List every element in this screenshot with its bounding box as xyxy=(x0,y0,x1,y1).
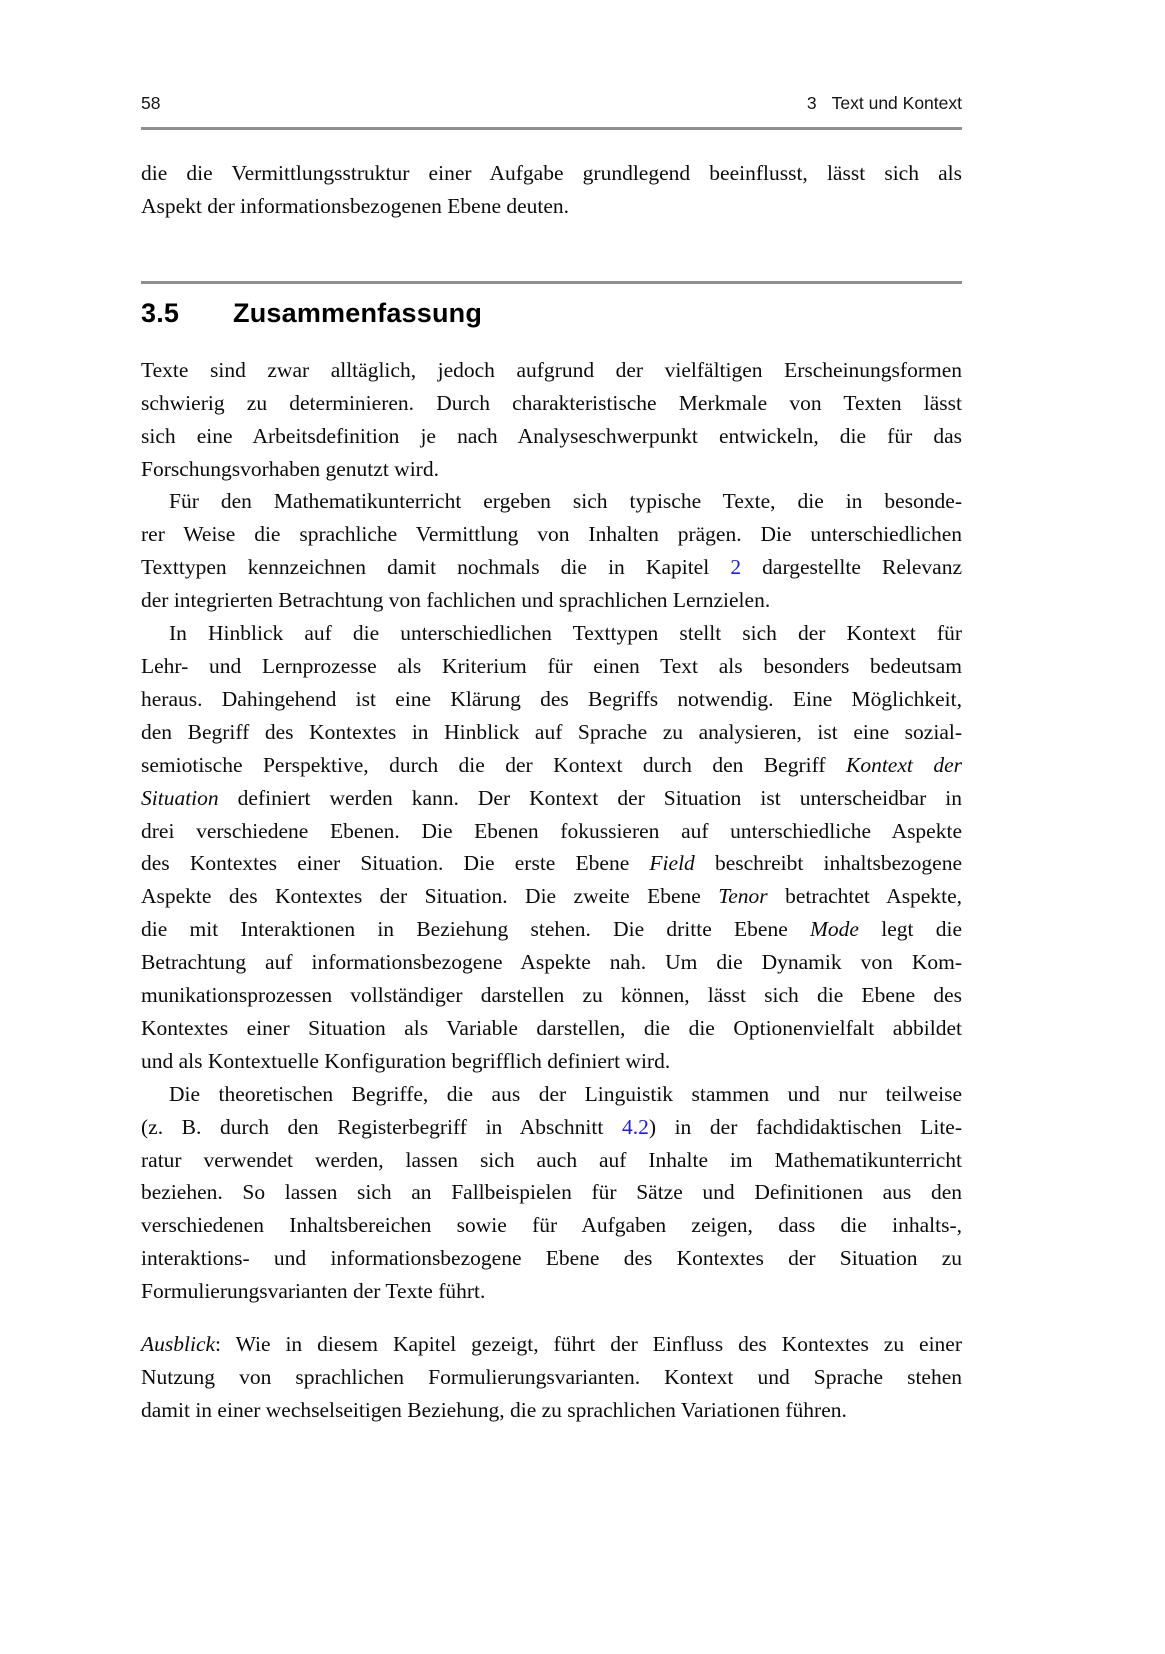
text-segment: den Begriff des Kontextes in Hinblick auf Sprache zu analysieren, ist eine sozial- xyxy=(141,719,962,744)
text-line xyxy=(141,453,962,486)
page-number: 58 xyxy=(141,93,161,113)
text-segment: sich eine Arbeitsdefinition je nach Analyseschwerpunkt entwickeln, die für das xyxy=(141,423,962,448)
paragraph xyxy=(141,1078,962,1308)
intro-text xyxy=(141,157,962,223)
text-line xyxy=(141,1275,962,1308)
text-line xyxy=(141,1394,962,1427)
text-segment: Aspekt der informationsbezogenen Ebene deuten. xyxy=(141,193,570,218)
text-segment: ) in der fachdidaktischen Lite- xyxy=(648,1114,963,1139)
text-line xyxy=(141,650,962,683)
text-segment: ratur verwendet werden, lassen sich auch auf Inhalte im Mathematikunterricht xyxy=(141,1147,962,1172)
header-rule xyxy=(141,127,962,130)
text-line xyxy=(141,617,962,650)
text-line xyxy=(141,716,962,749)
text-line xyxy=(141,782,962,815)
text-line xyxy=(141,1078,962,1111)
text-line xyxy=(141,1144,962,1177)
text-segment: semiotische Perspektive, durch die der Kontext durch den Begriff xyxy=(141,752,846,777)
text-line xyxy=(141,979,962,1012)
text-line xyxy=(141,1012,962,1045)
text-segment: Kontextes einer Situation als Variable darstellen, die die Optionenvielfalt abbildet xyxy=(141,1015,962,1040)
text-segment: dargestellte Relevanz xyxy=(741,555,962,580)
text-line xyxy=(141,387,962,420)
text-line xyxy=(141,946,962,979)
text-segment: die die Vermittlungsstruktur einer Aufgabe grundlegend beeinflusst, lässt sich als xyxy=(141,161,962,185)
text-segment: legt die xyxy=(858,917,962,942)
text-segment: Forschungsvorhaben genutzt wird. xyxy=(141,456,439,481)
paragraph xyxy=(141,485,962,617)
text-segment: munikationsprozessen vollständiger darstellen zu können, lässt sich die Ebene des xyxy=(141,983,962,1008)
text-segment: (z. B. durch den Registerbegriff in Abschnitt xyxy=(141,1114,622,1139)
text-segment: Aspekte des Kontextes der Situation. Die zweite Ebene xyxy=(141,884,719,909)
text-line xyxy=(141,847,962,880)
chapter-number: 3 xyxy=(806,93,817,113)
text-segment: und als Kontextuelle Konfiguration begrifflich definiert wird. xyxy=(141,1048,671,1073)
paragraph xyxy=(141,354,962,486)
cross-reference-link[interactable]: 4.2 xyxy=(621,1114,649,1139)
running-header xyxy=(141,93,962,114)
running-head-title xyxy=(807,93,962,114)
text-segment: drei verschiedene Ebenen. Die Ebenen fokussieren auf unterschiedliche Aspekte xyxy=(141,818,962,843)
text-segment: die mit Interaktionen in Beziehung stehen. Die dritte Ebene xyxy=(141,917,811,942)
text-line xyxy=(141,913,962,946)
text-line xyxy=(141,1209,962,1242)
text-line xyxy=(141,518,962,551)
italic-term: Tenor xyxy=(718,884,768,909)
text-segment: betrachtet Aspekte, xyxy=(767,884,962,909)
text-line xyxy=(141,749,962,782)
italic-term: Situation xyxy=(141,785,219,810)
text-segment: beziehen. So lassen sich an Fallbeispielen für Sätze und Definitionen aus den xyxy=(141,1180,962,1205)
section-number: 3.5 xyxy=(141,297,180,328)
text-segment: Betrachtung auf informationsbezogene Aspekte nah. Um die Dynamik von Kom- xyxy=(141,950,962,975)
text-line xyxy=(141,1328,962,1361)
text-segment: Die theoretischen Begriffe, die aus der Linguistik stammen und nur teilweise xyxy=(169,1081,962,1106)
paragraph xyxy=(141,1328,962,1427)
italic-term: Field xyxy=(649,851,695,876)
text-line xyxy=(141,551,962,584)
text-segment: Texttypen kennzeichnen damit nochmals die in Kapitel xyxy=(141,555,731,580)
text-segment: schwierig zu determinieren. Durch charakteristische Merkmale von Texten lässt xyxy=(141,390,962,415)
text-line xyxy=(141,1111,962,1144)
text-segment: Lehr- und Lernprozesse als Kriterium für einen Text als besonders bedeutsam xyxy=(141,653,962,678)
text-segment: Texte sind zwar alltäglich, jedoch aufgrund der vielfältigen Erscheinungsformen xyxy=(141,357,962,382)
text-segment: der integrierten Betrachtung von fachlichen und sprachlichen Lernzielen. xyxy=(141,588,771,613)
text-segment: Für den Mathematikunterricht ergeben sich typische Texte, die in besonde- xyxy=(169,489,962,514)
italic-term: Kontext der xyxy=(845,752,962,777)
text-segment: des Kontextes einer Situation. Die erste Ebene xyxy=(141,851,650,876)
text-line xyxy=(141,1045,962,1078)
text-line xyxy=(141,157,962,190)
text-segment: Formulierungsvarianten der Texte führt. xyxy=(141,1279,486,1304)
text-segment: beschreibt inhaltsbezogene xyxy=(694,851,963,876)
text-line xyxy=(141,1176,962,1209)
chapter-title: Text und Kontext xyxy=(831,93,962,113)
section-rule xyxy=(141,281,962,284)
paragraph xyxy=(141,157,962,223)
text-line xyxy=(141,190,962,223)
text-line xyxy=(141,880,962,913)
text-line xyxy=(141,683,962,716)
text-segment: verschiedenen Inhaltsbereichen sowie für Aufgaben zeigen, dass die inhalts-, xyxy=(141,1213,962,1238)
text-segment: heraus. Dahingehend ist eine Klärung des Begriffs notwendig. Eine Möglichkeit, xyxy=(141,686,962,711)
text-segment: In Hinblick auf die unterschiedlichen Texttypen stellt sich der Kontext für xyxy=(169,621,962,646)
text-line xyxy=(141,420,962,453)
section-heading xyxy=(141,295,962,331)
text-line xyxy=(141,485,962,518)
text-line xyxy=(141,1361,962,1394)
italic-term: Ausblick xyxy=(141,1332,216,1357)
italic-term: Mode xyxy=(810,917,859,942)
text-segment: rer Weise die sprachliche Vermittlung von Inhalten prägen. Die unterschiedlichen xyxy=(141,522,962,547)
text-segment: : Wie in diesem Kapitel gezeigt, führt der Einfluss des Kontextes zu einer xyxy=(215,1332,962,1357)
page-content xyxy=(141,0,962,1427)
text-segment: damit in einer wechselseitigen Beziehung, die zu sprachlichen Variationen führen. xyxy=(141,1397,847,1422)
text-line xyxy=(141,1242,962,1275)
text-segment: interaktions- und informationsbezogene Ebene des Kontextes der Situation zu xyxy=(141,1246,962,1271)
text-line xyxy=(141,584,962,617)
text-line xyxy=(141,815,962,848)
paragraph xyxy=(141,617,962,1078)
cross-reference-link[interactable]: 2 xyxy=(730,555,742,580)
section-title: Zusammenfassung xyxy=(233,297,483,328)
text-line xyxy=(141,354,962,387)
text-segment: Nutzung von sprachlichen Formulierungsvarianten. Kontext und Sprache stehen xyxy=(141,1365,962,1389)
body-text xyxy=(141,354,962,1427)
text-segment: definiert werden kann. Der Kontext der Situation ist unterscheidbar in xyxy=(218,785,962,810)
